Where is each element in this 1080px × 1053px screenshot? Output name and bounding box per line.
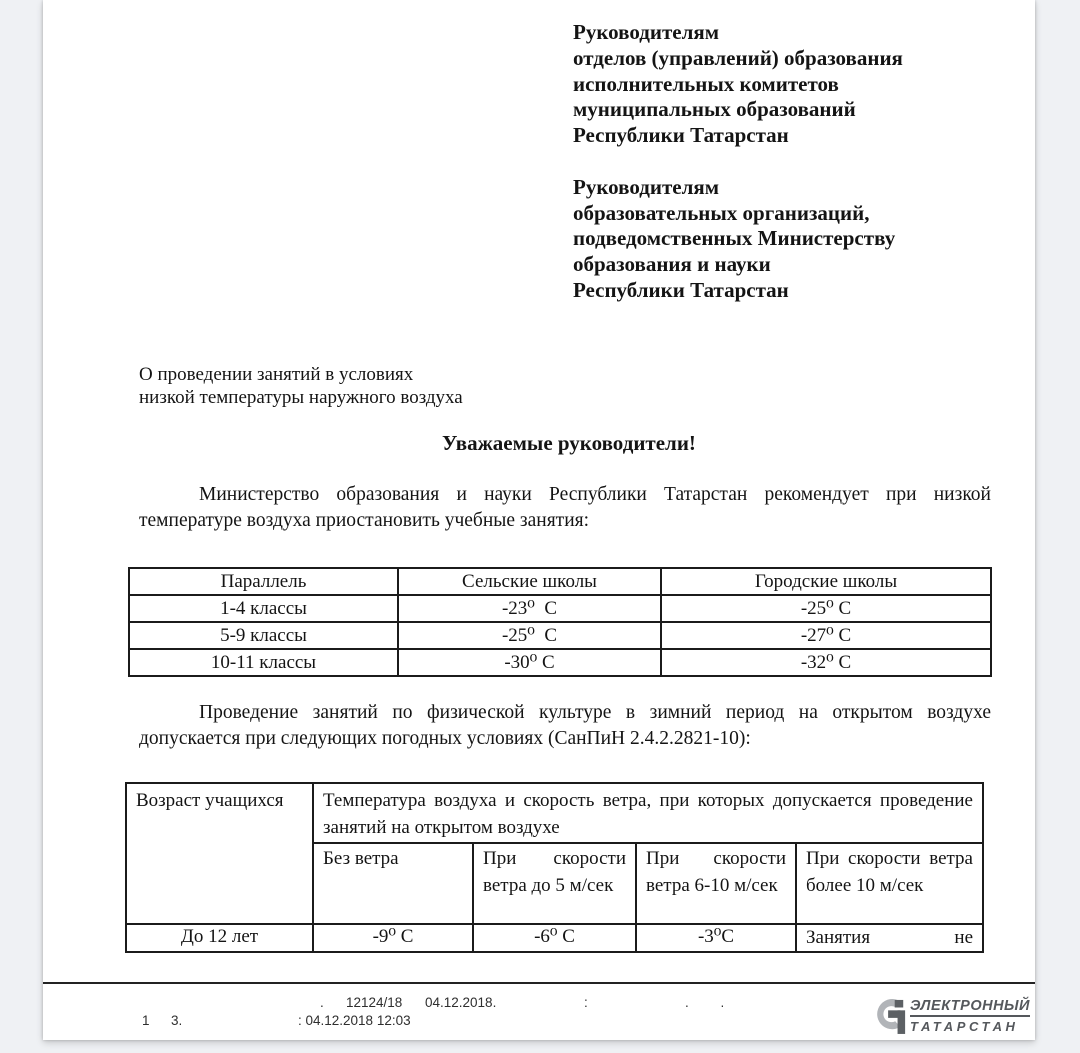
recipient-line: образования и науки <box>573 252 771 277</box>
electronic-tatarstan-logo-icon <box>873 997 907 1035</box>
logo-line: ТАТАРСТАН <box>910 1019 1019 1035</box>
age-header-cell: Возраст учащихся <box>126 783 313 924</box>
grade-cell: 1-4 классы <box>129 595 398 622</box>
conditions-header-cell: Температура воздуха и скорость ветра, при которых допускается проведение занятий на открытом воздухе <box>313 783 983 843</box>
recipient-line: Руководителям <box>573 20 720 44</box>
temp-cell: -32⁰ С <box>661 649 991 676</box>
header-cell: Городские школы <box>661 568 991 595</box>
recipient-line: подведомственных Министерству <box>573 226 896 251</box>
subject-line: О проведении занятий в условиях <box>139 364 414 385</box>
header-cell: Параллель <box>129 568 398 595</box>
temp-cell: -23⁰ С <box>398 595 661 622</box>
recipient-line: Руководителям <box>573 174 720 199</box>
temp-cell: -9⁰ С <box>313 924 473 952</box>
subheader-cell: Без ветра <box>313 843 473 924</box>
footer-timestamp: : 04.12.2018 12:03 <box>298 1013 411 1028</box>
subheader-cell: При скорости ветра 6-10 м/сек <box>636 843 796 924</box>
recipient-line: Республики Татарстан <box>573 123 789 148</box>
temp-cell: -30⁰ С <box>398 649 661 676</box>
recipient-line: образовательных организаций, <box>573 200 870 225</box>
recipient-line: отделов (управлений) образования <box>573 45 903 70</box>
grade-cell: 10-11 классы <box>129 649 398 676</box>
subheader-cell: При скорости ветра более 10 м/сек <box>796 843 983 924</box>
header-cell: Сельские школы <box>398 568 661 595</box>
subheader-cell: При скорости ветра до 5 м/сек <box>473 843 636 924</box>
temp-cell: -3⁰С <box>636 924 796 952</box>
temp-cell: -25⁰ С <box>398 622 661 649</box>
note-cell: Занятия не <box>796 924 983 952</box>
logo-text <box>910 999 1030 1034</box>
electronic-tatarstan-logo <box>873 997 1030 1035</box>
greeting-heading: Уважаемые руководители! <box>442 431 696 455</box>
footer-doc-date: 04.12.2018. <box>425 995 497 1010</box>
footer-colon: : <box>584 995 588 1010</box>
temp-cell: -25⁰ С <box>661 595 991 622</box>
subject-line: низкой температуры наружного воздуха <box>139 386 463 408</box>
grade-cell: 5-9 классы <box>129 622 398 649</box>
logo-line: ЭЛЕКТРОННЫЙ <box>910 999 1030 1018</box>
recipient-line: исполнительных комитетов <box>573 71 839 96</box>
recipient-line: Республики Татарстан <box>573 277 789 302</box>
footer-page-marker: 1 <box>142 1013 150 1028</box>
age-cell: До 12 лет <box>126 924 313 952</box>
footer-dots: . . <box>685 995 739 1010</box>
temp-cell: -27⁰ С <box>661 622 991 649</box>
recipient-line: муниципальных образований <box>573 97 856 122</box>
temp-cell: -6⁰ С <box>473 924 636 952</box>
paragraph-recommendation: Министерство образования и науки Республики Татарстан рекомендует при низкой температуре воздуха приостановить учебные занятия: <box>139 484 991 532</box>
paragraph-physical-education: Проведение занятий по физической культуре в зимний период на открытом воздухе допускается при следующих погодных условиях (СанПиН 2.4.2.2821-10): <box>139 702 991 750</box>
footer-doc-number: 12124/18 <box>346 995 403 1010</box>
footer-page-marker: 3. <box>171 1013 183 1028</box>
footer-dot: . <box>320 995 324 1010</box>
document-page <box>43 0 1035 1040</box>
footer <box>43 0 1035 1040</box>
